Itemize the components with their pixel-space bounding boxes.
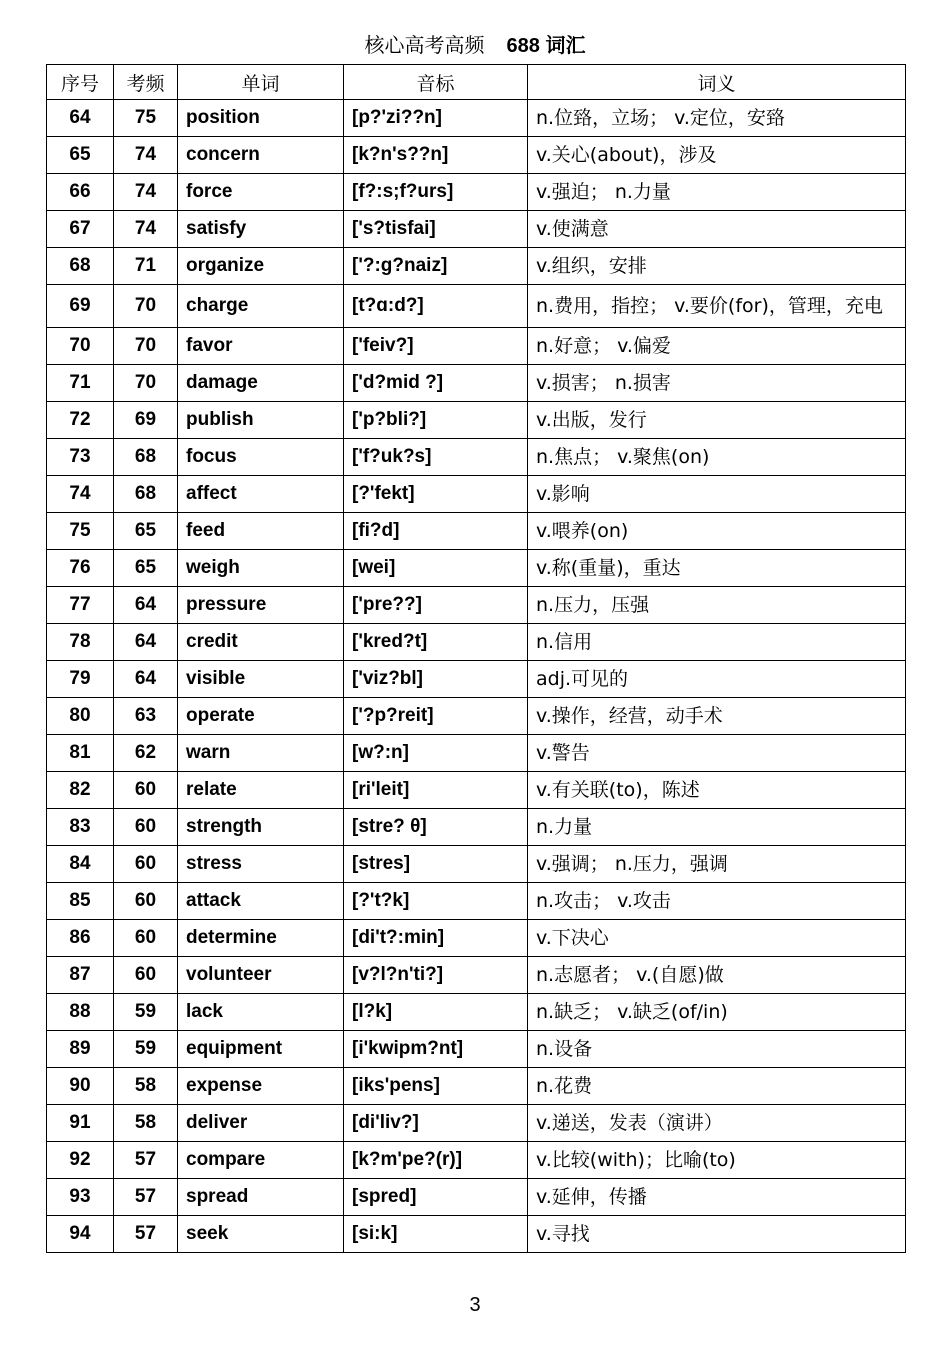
table-row bbox=[47, 920, 906, 957]
row-index: 88 bbox=[47, 994, 114, 1031]
row-frequency: 70 bbox=[114, 285, 178, 328]
row-phonetic: [l?k] bbox=[344, 994, 528, 1031]
row-word: strength bbox=[178, 809, 344, 846]
row-index: 73 bbox=[47, 439, 114, 476]
title-text: 核心高考高频 bbox=[364, 33, 485, 57]
row-word: publish bbox=[178, 402, 344, 439]
row-meaning: v.称(重量)，重达 bbox=[528, 550, 906, 587]
row-meaning: v.有关联(to)，陈述 bbox=[528, 772, 906, 809]
row-phonetic: [f?:s;f?urs] bbox=[344, 174, 528, 211]
row-word: visible bbox=[178, 661, 344, 698]
row-phonetic: [si:k] bbox=[344, 1216, 528, 1253]
row-index: 93 bbox=[47, 1179, 114, 1216]
row-frequency: 59 bbox=[114, 1031, 178, 1068]
row-frequency: 74 bbox=[114, 174, 178, 211]
row-phonetic: [iks'pens] bbox=[344, 1068, 528, 1105]
row-phonetic: ['viz?bl] bbox=[344, 661, 528, 698]
row-phonetic: [fi?d] bbox=[344, 513, 528, 550]
row-frequency: 60 bbox=[114, 957, 178, 994]
table-row bbox=[47, 587, 906, 624]
table-row bbox=[47, 1216, 906, 1253]
row-meaning: n.力量 bbox=[528, 809, 906, 846]
row-phonetic: [di'liv?] bbox=[344, 1105, 528, 1142]
table-row bbox=[47, 1068, 906, 1105]
row-frequency: 58 bbox=[114, 1068, 178, 1105]
table-row bbox=[47, 772, 906, 809]
page-number: 3 bbox=[469, 1294, 481, 1316]
row-index: 90 bbox=[47, 1068, 114, 1105]
column-header-word: 单词 bbox=[178, 65, 344, 100]
row-word: deliver bbox=[178, 1105, 344, 1142]
row-index: 83 bbox=[47, 809, 114, 846]
row-frequency: 64 bbox=[114, 661, 178, 698]
row-phonetic: [k?m'pe?(r)] bbox=[344, 1142, 528, 1179]
row-word: relate bbox=[178, 772, 344, 809]
row-phonetic: [ri'leit] bbox=[344, 772, 528, 809]
table-row bbox=[47, 402, 906, 439]
row-phonetic: [spred] bbox=[344, 1179, 528, 1216]
row-index: 78 bbox=[47, 624, 114, 661]
row-phonetic: ['kred?t] bbox=[344, 624, 528, 661]
row-phonetic: [i'kwipm?nt] bbox=[344, 1031, 528, 1068]
row-word: weigh bbox=[178, 550, 344, 587]
row-phonetic: ['d?mid ?] bbox=[344, 365, 528, 402]
row-index: 80 bbox=[47, 698, 114, 735]
table-row bbox=[47, 1179, 906, 1216]
row-index: 70 bbox=[47, 328, 114, 365]
row-meaning: v.喂养(on) bbox=[528, 513, 906, 550]
row-phonetic: [stres] bbox=[344, 846, 528, 883]
page-title bbox=[0, 32, 950, 59]
row-frequency: 57 bbox=[114, 1179, 178, 1216]
row-frequency: 71 bbox=[114, 248, 178, 285]
row-phonetic: ['pre??] bbox=[344, 587, 528, 624]
title-number: 688 词汇 bbox=[506, 35, 586, 57]
row-meaning: v.出版，发行 bbox=[528, 402, 906, 439]
row-phonetic: [p?'zi??n] bbox=[344, 100, 528, 137]
row-word: satisfy bbox=[178, 211, 344, 248]
table-row bbox=[47, 846, 906, 883]
table-row bbox=[47, 100, 906, 137]
row-word: lack bbox=[178, 994, 344, 1031]
table-row bbox=[47, 174, 906, 211]
row-frequency: 60 bbox=[114, 809, 178, 846]
table-row bbox=[47, 1142, 906, 1179]
row-word: focus bbox=[178, 439, 344, 476]
row-index: 65 bbox=[47, 137, 114, 174]
row-frequency: 62 bbox=[114, 735, 178, 772]
row-phonetic: ['feiv?] bbox=[344, 328, 528, 365]
row-phonetic: ['s?tisfai] bbox=[344, 211, 528, 248]
row-word: affect bbox=[178, 476, 344, 513]
row-word: favor bbox=[178, 328, 344, 365]
row-meaning: n.志愿者； v.(自愿)做 bbox=[528, 957, 906, 994]
row-phonetic: [k?n's??n] bbox=[344, 137, 528, 174]
row-frequency: 60 bbox=[114, 846, 178, 883]
row-phonetic: [w?:n] bbox=[344, 735, 528, 772]
row-index: 66 bbox=[47, 174, 114, 211]
row-word: credit bbox=[178, 624, 344, 661]
row-meaning: v.递送，发表（演讲） bbox=[528, 1105, 906, 1142]
row-index: 87 bbox=[47, 957, 114, 994]
row-meaning: n.压力，压强 bbox=[528, 587, 906, 624]
row-frequency: 68 bbox=[114, 476, 178, 513]
row-frequency: 57 bbox=[114, 1216, 178, 1253]
row-index: 69 bbox=[47, 285, 114, 328]
row-index: 91 bbox=[47, 1105, 114, 1142]
row-phonetic: ['?:g?naiz] bbox=[344, 248, 528, 285]
row-meaning: v.强迫； n.力量 bbox=[528, 174, 906, 211]
row-word: expense bbox=[178, 1068, 344, 1105]
table-row bbox=[47, 285, 906, 328]
row-word: feed bbox=[178, 513, 344, 550]
row-index: 71 bbox=[47, 365, 114, 402]
row-frequency: 57 bbox=[114, 1142, 178, 1179]
column-header-index: 序号 bbox=[47, 65, 114, 100]
row-frequency: 65 bbox=[114, 550, 178, 587]
row-meaning: n.费用，指控； v.要价(for)，管理，充电 bbox=[528, 285, 906, 328]
table-row bbox=[47, 661, 906, 698]
row-index: 75 bbox=[47, 513, 114, 550]
row-frequency: 74 bbox=[114, 137, 178, 174]
row-frequency: 74 bbox=[114, 211, 178, 248]
row-word: pressure bbox=[178, 587, 344, 624]
row-frequency: 64 bbox=[114, 624, 178, 661]
vocabulary-table bbox=[46, 64, 906, 1253]
row-index: 94 bbox=[47, 1216, 114, 1253]
row-phonetic: [di't?:min] bbox=[344, 920, 528, 957]
row-index: 81 bbox=[47, 735, 114, 772]
column-header-meaning: 词义 bbox=[528, 65, 906, 100]
table-row bbox=[47, 994, 906, 1031]
row-frequency: 70 bbox=[114, 365, 178, 402]
row-meaning: n.花费 bbox=[528, 1068, 906, 1105]
row-meaning: adj.可见的 bbox=[528, 661, 906, 698]
row-meaning: v.影响 bbox=[528, 476, 906, 513]
table-row bbox=[47, 476, 906, 513]
row-frequency: 70 bbox=[114, 328, 178, 365]
row-word: seek bbox=[178, 1216, 344, 1253]
row-index: 77 bbox=[47, 587, 114, 624]
row-index: 76 bbox=[47, 550, 114, 587]
row-phonetic: ['p?bli?] bbox=[344, 402, 528, 439]
row-frequency: 60 bbox=[114, 920, 178, 957]
row-index: 92 bbox=[47, 1142, 114, 1179]
row-phonetic: ['f?uk?s] bbox=[344, 439, 528, 476]
row-meaning: n.攻击； v.攻击 bbox=[528, 883, 906, 920]
row-index: 82 bbox=[47, 772, 114, 809]
row-phonetic: [wei] bbox=[344, 550, 528, 587]
table-row bbox=[47, 439, 906, 476]
row-word: determine bbox=[178, 920, 344, 957]
row-meaning: v.使满意 bbox=[528, 211, 906, 248]
table-row bbox=[47, 1031, 906, 1068]
row-frequency: 60 bbox=[114, 883, 178, 920]
row-meaning: v.比较(with)；比喻(to) bbox=[528, 1142, 906, 1179]
row-meaning: v.延伸，传播 bbox=[528, 1179, 906, 1216]
row-meaning: n.位臵，立场； v.定位，安臵 bbox=[528, 100, 906, 137]
row-word: organize bbox=[178, 248, 344, 285]
row-frequency: 64 bbox=[114, 587, 178, 624]
row-meaning: v.操作，经营，动手术 bbox=[528, 698, 906, 735]
table-row bbox=[47, 365, 906, 402]
row-index: 67 bbox=[47, 211, 114, 248]
row-meaning: n.信用 bbox=[528, 624, 906, 661]
row-frequency: 65 bbox=[114, 513, 178, 550]
row-index: 79 bbox=[47, 661, 114, 698]
row-index: 64 bbox=[47, 100, 114, 137]
row-phonetic: ['?p?reit] bbox=[344, 698, 528, 735]
table-row bbox=[47, 698, 906, 735]
column-header-phonetic: 音标 bbox=[344, 65, 528, 100]
table-row bbox=[47, 809, 906, 846]
row-frequency: 59 bbox=[114, 994, 178, 1031]
row-frequency: 60 bbox=[114, 772, 178, 809]
row-meaning: v.损害； n.损害 bbox=[528, 365, 906, 402]
row-frequency: 75 bbox=[114, 100, 178, 137]
row-frequency: 69 bbox=[114, 402, 178, 439]
row-word: operate bbox=[178, 698, 344, 735]
row-word: force bbox=[178, 174, 344, 211]
row-index: 72 bbox=[47, 402, 114, 439]
row-meaning: v.关心(about)，涉及 bbox=[528, 137, 906, 174]
row-index: 68 bbox=[47, 248, 114, 285]
row-index: 85 bbox=[47, 883, 114, 920]
row-phonetic: [stre? θ] bbox=[344, 809, 528, 846]
row-meaning: n.焦点； v.聚焦(on) bbox=[528, 439, 906, 476]
table-row bbox=[47, 883, 906, 920]
row-frequency: 63 bbox=[114, 698, 178, 735]
column-header-frequency: 考频 bbox=[114, 65, 178, 100]
table-header-row bbox=[47, 65, 906, 100]
row-meaning: n.缺乏； v.缺乏(of/in) bbox=[528, 994, 906, 1031]
row-phonetic: [?'fekt] bbox=[344, 476, 528, 513]
row-word: concern bbox=[178, 137, 344, 174]
row-word: equipment bbox=[178, 1031, 344, 1068]
table-row bbox=[47, 1105, 906, 1142]
row-word: spread bbox=[178, 1179, 344, 1216]
row-phonetic: [v?l?n'ti?] bbox=[344, 957, 528, 994]
row-word: compare bbox=[178, 1142, 344, 1179]
row-word: charge bbox=[178, 285, 344, 328]
row-meaning: v.寻找 bbox=[528, 1216, 906, 1253]
row-meaning: n.好意； v.偏爱 bbox=[528, 328, 906, 365]
row-index: 89 bbox=[47, 1031, 114, 1068]
table-row bbox=[47, 550, 906, 587]
table-row bbox=[47, 735, 906, 772]
table-row bbox=[47, 957, 906, 994]
row-index: 74 bbox=[47, 476, 114, 513]
row-word: stress bbox=[178, 846, 344, 883]
row-meaning: v.下决心 bbox=[528, 920, 906, 957]
table-row bbox=[47, 513, 906, 550]
row-phonetic: [?'t?k] bbox=[344, 883, 528, 920]
row-frequency: 68 bbox=[114, 439, 178, 476]
row-index: 86 bbox=[47, 920, 114, 957]
row-meaning: v.强调； n.压力，强调 bbox=[528, 846, 906, 883]
table-row bbox=[47, 624, 906, 661]
table-row bbox=[47, 137, 906, 174]
row-meaning: v.组织，安排 bbox=[528, 248, 906, 285]
row-word: warn bbox=[178, 735, 344, 772]
row-frequency: 58 bbox=[114, 1105, 178, 1142]
row-word: volunteer bbox=[178, 957, 344, 994]
table-row bbox=[47, 211, 906, 248]
row-word: position bbox=[178, 100, 344, 137]
row-meaning: v.警告 bbox=[528, 735, 906, 772]
row-phonetic: [t?ɑ:d?] bbox=[344, 285, 528, 328]
row-word: damage bbox=[178, 365, 344, 402]
table-row bbox=[47, 328, 906, 365]
row-meaning: n.设备 bbox=[528, 1031, 906, 1068]
table-row bbox=[47, 248, 906, 285]
row-index: 84 bbox=[47, 846, 114, 883]
row-word: attack bbox=[178, 883, 344, 920]
